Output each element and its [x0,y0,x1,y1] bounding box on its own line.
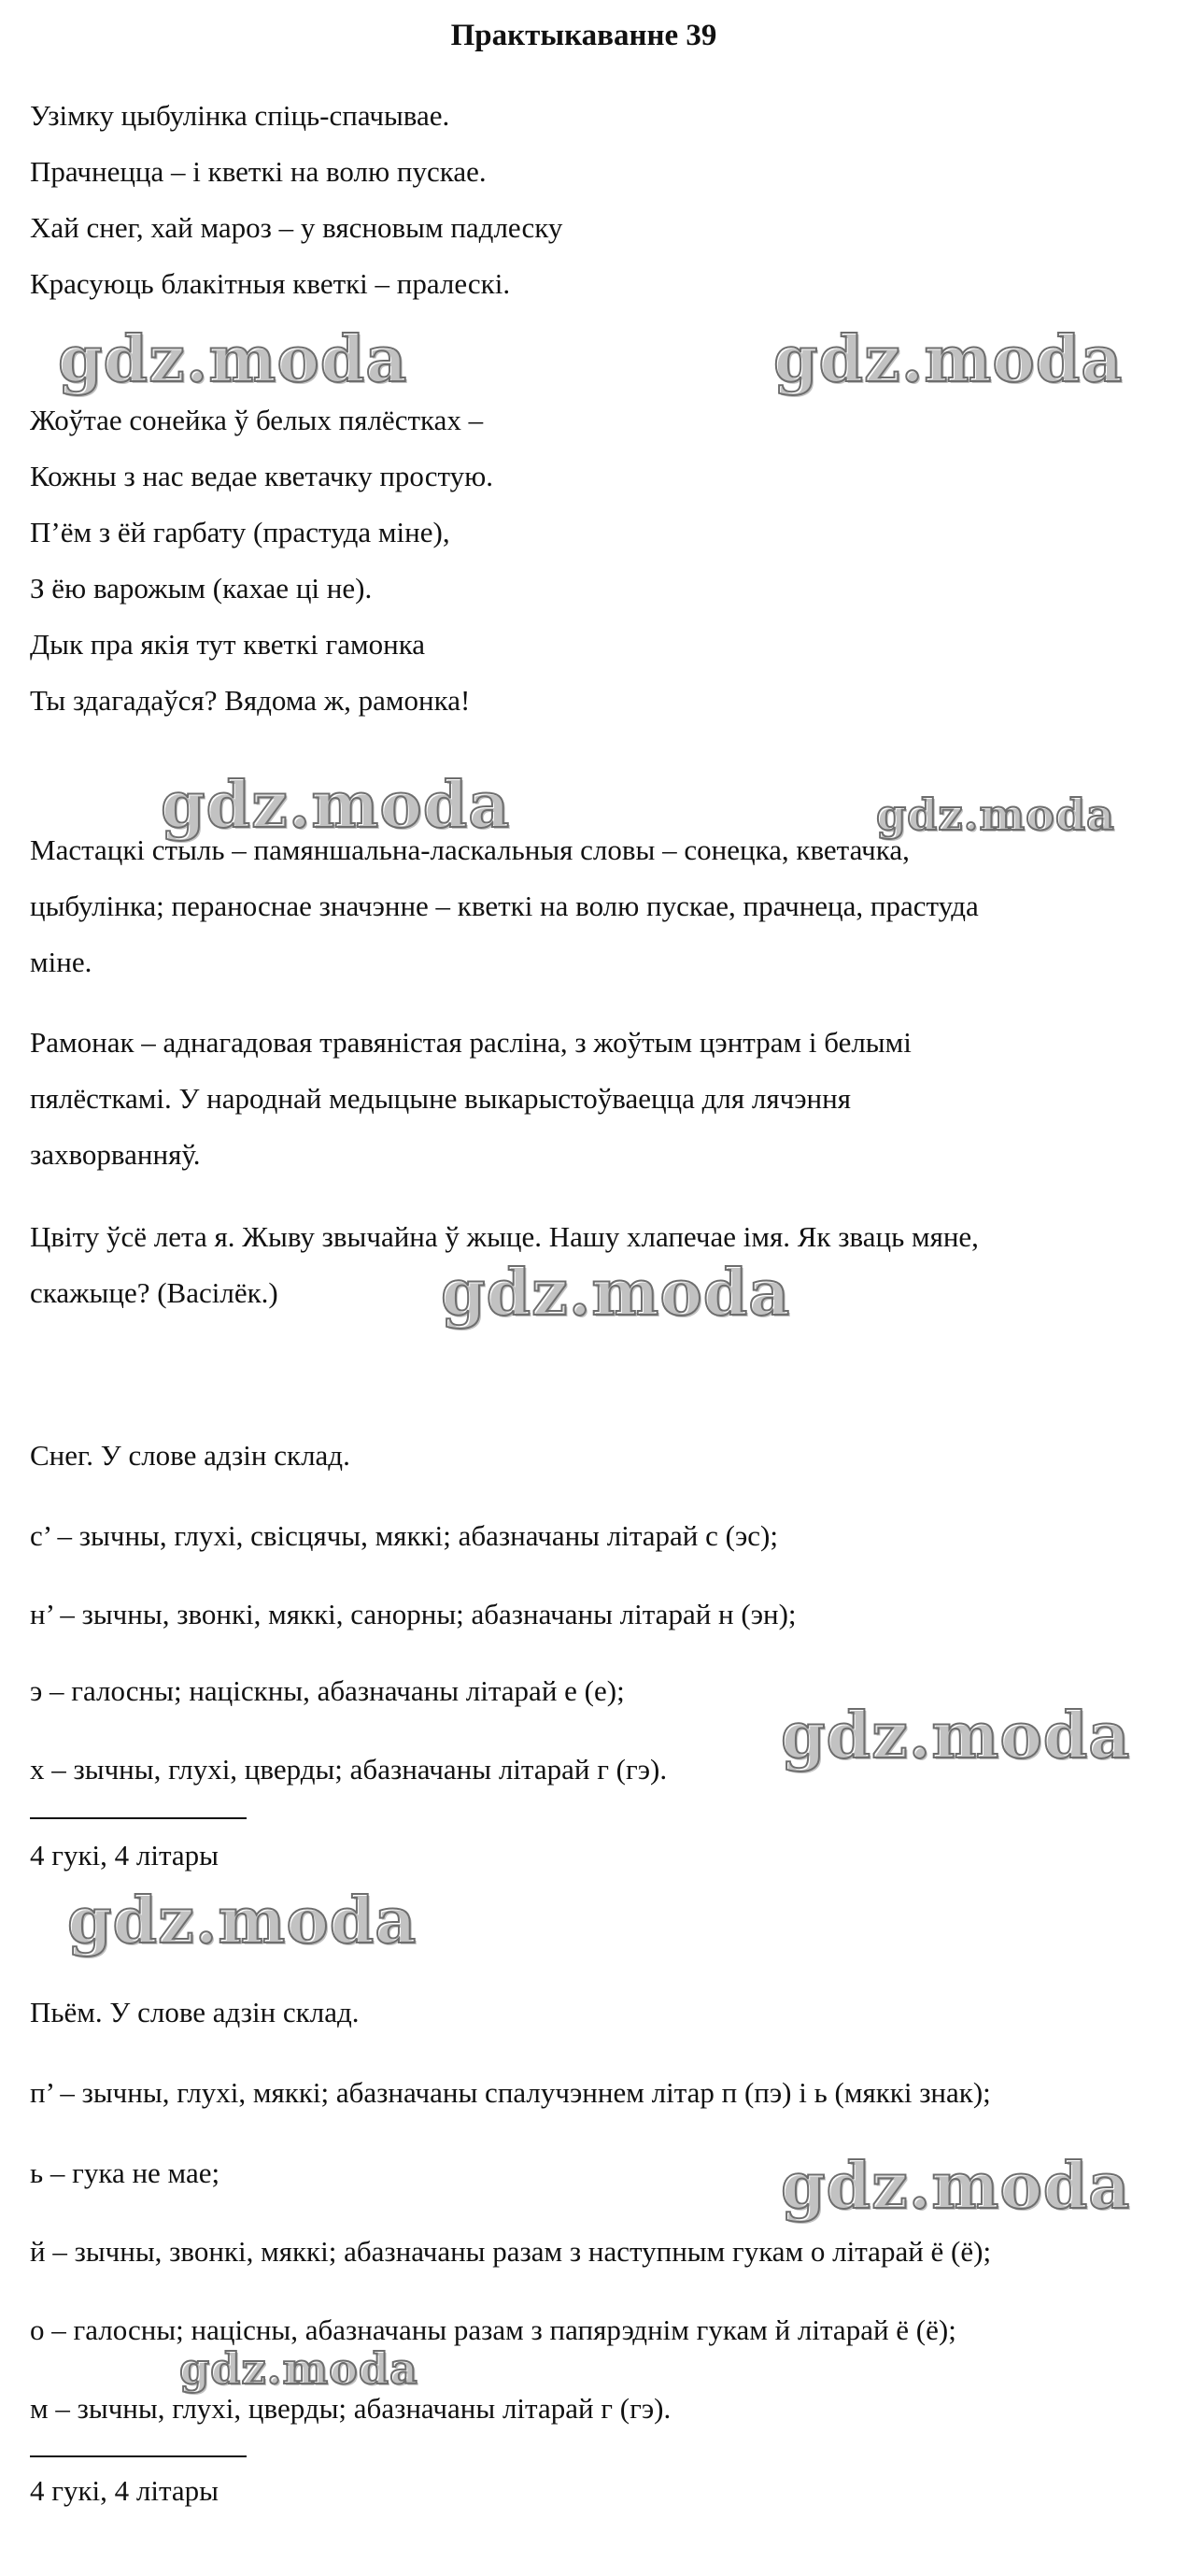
watermark: gdz.moda [876,790,1115,840]
romashka-paragraph-line: захворванняў. [30,1138,201,1171]
style-paragraph-line: міне. [30,946,92,978]
sound-line: с’ – зычны, глухі, свісцячы, мяккі; абазначаны літарай с (эс); [30,1519,778,1552]
watermark: gdz.moda [161,768,511,843]
poem-line: З ёю варожым (кахае ці не). [30,572,373,605]
watermark: gdz.moda [773,322,1124,397]
watermark: gdz.moda [441,1256,791,1331]
watermark: gdz.moda [179,2343,418,2394]
page-title: Практыкаванне 39 [450,19,717,52]
poem-line: Дык пра якія тут кветкі гамонка [30,628,426,661]
poem-line: Хай снег, хай мароз – у вясновым падлеску [30,211,563,244]
poem-line: Ты здагадаўся? Вядома ж, рамонка! [30,684,471,717]
riddle-line: скажыце? (Васілёк.) [30,1276,278,1309]
sound-line: м – зычны, глухі, цверды; абазначаны літарай г (гэ). [30,2392,672,2425]
sound-line: н’ – зычны, звонкі, мяккі, санорны; абазначаны літарай н (эн); [30,1598,797,1630]
watermark: gdz.moda [67,1884,418,1958]
watermark: gdz.moda [781,2149,1131,2224]
piem-heading: Пьём. У слове адзін склад. [30,1996,360,2028]
watermark: gdz.moda [58,322,408,397]
style-paragraph-line: цыбулінка; пераноснае значэнне – кветкі на волю пускае, прачнеца, прастуда [30,890,979,922]
sound-line: х – зычны, глухі, цверды; абазначаны літарай г (гэ). [30,1753,668,1786]
sound-line: ь – гука не мае; [30,2156,220,2189]
poem-line: Прачнецца – і кветкі на волю пускае. [30,155,487,188]
sound-line: й – зычны, звонкі, мяккі; абазначаны разам з наступным гукам о літарай ё (ё); [30,2235,992,2268]
sound-line: п’ – зычны, глухі, мяккі; абазначаны спалучэннем літар п (пэ) і ь (мяккі знак); [30,2076,991,2109]
sneg-heading: Снег. У слове адзін склад. [30,1439,350,1472]
poem-line: Красуюць блакітныя кветкі – пралескі. [30,267,511,300]
romashka-paragraph-line: пялёсткамі. У народнай медыцыне выкарыстоўваецца для лячэння [30,1082,851,1115]
piem-summary: 4 гукі, 4 літары [30,2474,219,2507]
poem-line: П’ём з ёй гарбату (прастуда міне), [30,516,450,548]
divider-line [30,1817,247,1819]
poem-line: Кожны з нас ведае кветачку простую. [30,460,493,492]
style-paragraph-line: Мастацкі стыль – памяншальна-ласкальныя словы – сонецка, кветачка, [30,833,910,866]
sound-line: о – галосны; націсны, абазначаны разам з папярэднім гукам й літарай ё (ё); [30,2313,956,2346]
riddle-line: Цвіту ўсё лета я. Жыву звычайна ў жыце. Нашу хлапечае імя. Як зваць мяне, [30,1220,979,1253]
watermark: gdz.moda [781,1699,1131,1773]
divider-line [30,2455,247,2457]
poem-line: Узімку цыбулінка спіць-спачывае. [30,99,450,132]
sound-line: э – галосны; націскны, абазначаны літарай е (е); [30,1674,625,1707]
poem-line: Жоўтае сонейка ў белых пялёстках – [30,404,484,436]
romashka-paragraph-line: Рамонак – аднагадовая травяністая расліна, з жоўтым цэнтрам і белымі [30,1026,912,1059]
sneg-summary: 4 гукі, 4 літары [30,1839,219,1872]
